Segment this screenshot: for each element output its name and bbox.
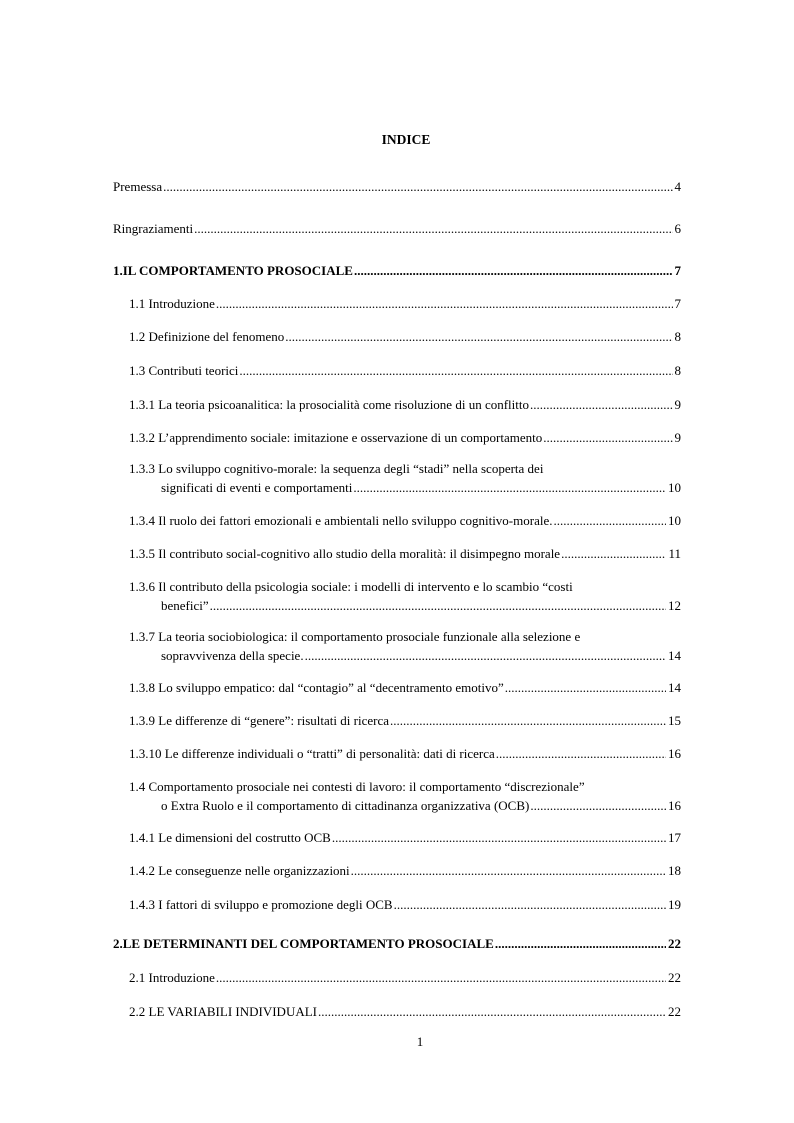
toc-leader bbox=[305, 646, 666, 665]
toc-entry-ringraziamenti[interactable] bbox=[113, 219, 681, 238]
toc-entry-1-3[interactable] bbox=[129, 361, 681, 380]
toc-leader bbox=[194, 219, 672, 238]
toc-entry-text: LE DETERMINANTI DEL COMPORTAMENTO PROSOCIALE bbox=[122, 936, 494, 951]
toc-page-number: 11 bbox=[668, 546, 681, 561]
toc-leader bbox=[561, 544, 666, 563]
toc-page-number: 6 bbox=[674, 221, 681, 236]
toc-entry-1-3-5[interactable] bbox=[129, 544, 681, 563]
toc-chapter-number: 1. bbox=[113, 263, 123, 278]
toc-leader bbox=[353, 478, 666, 497]
toc-entry-text: 1.2 Definizione del fenomeno bbox=[129, 329, 285, 344]
toc-page-number: 10 bbox=[668, 480, 681, 495]
toc-page-number: 9 bbox=[674, 397, 681, 412]
toc-entry-2-1[interactable] bbox=[129, 968, 681, 987]
toc-leader bbox=[216, 294, 673, 313]
toc-entry-1-3-10[interactable] bbox=[129, 744, 681, 763]
toc-entry-1-4-3[interactable] bbox=[129, 895, 681, 914]
toc-leader bbox=[285, 327, 672, 346]
toc-entry-text: significati di eventi e comportamenti bbox=[161, 480, 353, 495]
toc-leader bbox=[210, 596, 666, 615]
toc-entry-1-3-7[interactable] bbox=[129, 627, 681, 665]
toc-chapter-2[interactable] bbox=[113, 934, 681, 953]
page-title: INDICE bbox=[381, 132, 431, 147]
toc-leader bbox=[530, 796, 666, 815]
toc-page-number: 8 bbox=[674, 329, 681, 344]
toc-entry-text: 1.3.10 Le differenze individuali o “tratti” di personalità: dati di ricerca bbox=[129, 746, 495, 761]
toc-leader bbox=[394, 895, 666, 914]
toc-entry-text: 1.3 Contributi teorici bbox=[129, 363, 239, 378]
toc-page-number: 4 bbox=[674, 179, 681, 194]
toc-entry-1-3-1[interactable] bbox=[129, 395, 681, 414]
toc-entry-text-line1: 1.3.7 La teoria sociobiologica: il comportamento prosociale funzionale alla selezione e bbox=[129, 629, 581, 644]
toc-chapter-number: 2. bbox=[113, 936, 123, 951]
toc-entry-1-4-1[interactable] bbox=[129, 828, 681, 847]
toc-leader bbox=[530, 395, 673, 414]
toc-page-number: 14 bbox=[668, 680, 681, 695]
toc-leader bbox=[216, 968, 666, 987]
toc-leader bbox=[163, 177, 672, 196]
toc-leader bbox=[390, 711, 666, 730]
toc-entry-text: 1.3.8 Lo sviluppo empatico: dal “contagio” al “decentramento emotivo” bbox=[129, 680, 504, 695]
toc-entry-1-3-6[interactable] bbox=[129, 577, 681, 615]
toc-page-number: 22 bbox=[668, 970, 681, 985]
toc-leader bbox=[318, 1002, 666, 1021]
toc-entry-text: Ringraziamenti bbox=[113, 221, 194, 236]
toc-entry-text-line1: 1.3.6 Il contributo della psicologia sociale: i modelli di intervento e lo scambio “costi bbox=[129, 579, 573, 594]
toc-entry-1-3-9[interactable] bbox=[129, 711, 681, 730]
toc-page-number: 12 bbox=[668, 598, 681, 613]
toc-entry-text: 1.4.3 I fattori di sviluppo e promozione degli OCB bbox=[129, 897, 393, 912]
toc-entry-1-4-2[interactable] bbox=[129, 861, 681, 880]
toc-leader bbox=[332, 828, 666, 847]
toc-entry-text: Premessa bbox=[113, 179, 163, 194]
toc-entry-premessa[interactable] bbox=[113, 177, 681, 196]
toc-page-number: 7 bbox=[674, 263, 681, 278]
toc-entry-text: IL COMPORTAMENTO PROSOCIALE bbox=[122, 263, 353, 278]
toc-entry-text-line1: 1.4 Comportamento prosociale nei contesti di lavoro: il comportamento “discrezionale” bbox=[129, 779, 585, 794]
toc-page-number: 15 bbox=[668, 713, 681, 728]
toc-entry-1-4[interactable] bbox=[129, 777, 681, 815]
toc-page-number: 9 bbox=[674, 430, 681, 445]
toc-entry-text: 2.1 Introduzione bbox=[129, 970, 215, 985]
toc-entry-1-2[interactable] bbox=[129, 327, 681, 346]
toc-entry-text: sopravvivenza della specie. bbox=[161, 648, 304, 663]
toc-leader bbox=[239, 361, 672, 380]
toc-entry-text: 1.3.5 Il contributo social-cognitivo allo studio della moralità: il disimpegno morale bbox=[129, 546, 561, 561]
toc-entry-2-2[interactable] bbox=[129, 1002, 681, 1021]
toc-entry-text: 1.4.1 Le dimensioni del costrutto OCB bbox=[129, 830, 331, 845]
toc-entry-1-3-2[interactable] bbox=[129, 428, 681, 447]
toc-page-number: 22 bbox=[668, 936, 681, 951]
toc-page-number: 22 bbox=[668, 1004, 681, 1019]
toc-page-number: 18 bbox=[668, 863, 681, 878]
page-number-footer: 1 bbox=[416, 1034, 424, 1049]
toc-entry-text: 2.2 LE VARIABILI INDIVIDUALI bbox=[129, 1004, 317, 1019]
toc-leader bbox=[354, 261, 673, 280]
toc-entry-1-1[interactable] bbox=[129, 294, 681, 313]
toc-entry-text: 1.3.9 Le differenze di “genere”: risultati di ricerca bbox=[129, 713, 389, 728]
toc-leader bbox=[505, 678, 666, 697]
toc-entry-text: 1.3.2 L’apprendimento sociale: imitazione e osservazione di un comportamento bbox=[129, 430, 543, 445]
toc-page-number: 7 bbox=[674, 296, 681, 311]
toc-leader bbox=[351, 861, 666, 880]
toc-leader bbox=[553, 511, 666, 530]
toc-entry-text: 1.4.2 Le conseguenze nelle organizzazioni bbox=[129, 863, 350, 878]
toc-page-number: 19 bbox=[668, 897, 681, 912]
toc-entry-text-line1: 1.3.3 Lo sviluppo cognitivo-morale: la sequenza degli “stadi” nella scoperta dei bbox=[129, 461, 544, 476]
toc-entry-text: benefici” bbox=[161, 598, 209, 613]
toc-entry-1-3-8[interactable] bbox=[129, 678, 681, 697]
toc-entry-text: 1.1 Introduzione bbox=[129, 296, 215, 311]
toc-page-number: 14 bbox=[668, 648, 681, 663]
toc-leader bbox=[496, 744, 666, 763]
toc-entry-1-3-4[interactable] bbox=[129, 511, 681, 530]
toc-entry-text: o Extra Ruolo e il comportamento di cittadinanza organizzativa (OCB) bbox=[161, 798, 530, 813]
toc-chapter-1[interactable] bbox=[113, 261, 681, 280]
toc-leader bbox=[495, 934, 666, 953]
toc-entry-1-3-3[interactable] bbox=[129, 459, 681, 497]
toc-page-number: 16 bbox=[668, 798, 681, 813]
toc-page-number: 10 bbox=[668, 513, 681, 528]
toc-entry-text: 1.3.4 Il ruolo dei fattori emozionali e ambientali nello sviluppo cognitivo-morale. bbox=[129, 513, 553, 528]
toc-page-number: 17 bbox=[668, 830, 681, 845]
toc-leader bbox=[543, 428, 672, 447]
toc-page-number: 16 bbox=[668, 746, 681, 761]
toc-entry-text: 1.3.1 La teoria psicoanalitica: la prosocialità come risoluzione di un conflitto bbox=[129, 397, 529, 412]
toc-page-number: 8 bbox=[674, 363, 681, 378]
